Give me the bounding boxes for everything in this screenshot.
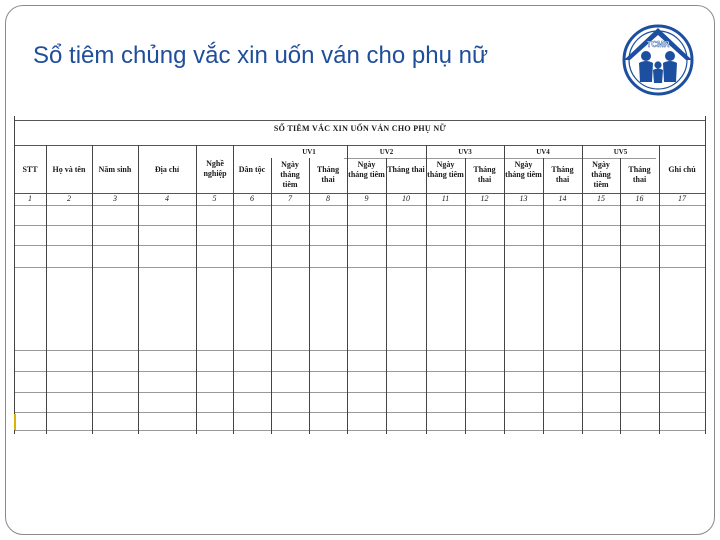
column-number: 7 — [288, 194, 292, 203]
column-number: 8 — [326, 194, 330, 203]
header-uv2-date: Ngày tháng tiêm — [348, 160, 385, 179]
column-number: 15 — [597, 194, 605, 203]
sheet-title: SỔ TIÊM VẮC XIN UỐN VÁN CHO PHỤ NỮ — [273, 124, 447, 133]
header-uv3-pregnancy: Tháng thai — [473, 165, 496, 184]
header-uv3-date: Ngày tháng tiêm — [427, 160, 464, 179]
column-number: 12 — [480, 194, 489, 203]
column-number: 5 — [212, 194, 217, 203]
column-number: 1 — [28, 194, 32, 203]
header-full-name: Họ và tên — [52, 165, 86, 174]
family-shield-logo-icon — [618, 20, 698, 98]
header-address: Địa chỉ — [154, 165, 180, 174]
slide-title: Sổ tiêm chủng vắc xin uốn ván cho phụ nữ — [33, 42, 489, 69]
header-uv5-date: Ngày tháng tiêm — [591, 160, 611, 189]
header-uv1-pregnancy: Tháng thai — [316, 165, 340, 184]
group-uv2: UV2 — [379, 148, 394, 156]
column-number: 3 — [113, 194, 117, 203]
header-occupation: Nghề nghiệp — [203, 159, 227, 178]
column-number: 11 — [441, 194, 450, 203]
column-number: 10 — [402, 194, 410, 203]
header-uv1-date: Ngày tháng tiêm — [280, 160, 300, 189]
selection-marker — [14, 414, 16, 430]
group-uv1: UV1 — [302, 148, 316, 156]
column-number: 17 — [678, 194, 686, 203]
group-uv5: UV5 — [613, 148, 628, 156]
header-stt: STT — [22, 165, 38, 174]
column-number: 9 — [364, 194, 369, 203]
header-uv2-pregnancy: Tháng thai — [387, 165, 425, 174]
column-number: 16 — [635, 194, 644, 203]
group-uv4: UV4 — [536, 148, 550, 156]
column-number: 6 — [250, 194, 254, 203]
group-uv3: UV3 — [458, 148, 472, 156]
header-birth-year: Năm sinh — [98, 165, 132, 174]
header-ethnicity: Dân tộc — [238, 165, 266, 174]
header-uv4-pregnancy: Tháng thai — [551, 165, 574, 184]
column-number: 13 — [519, 194, 528, 203]
column-number: 4 — [165, 194, 169, 203]
column-number: 2 — [67, 194, 71, 203]
header-uv4-date: Ngày tháng tiêm — [505, 160, 542, 179]
header-notes: Ghi chú — [668, 165, 696, 174]
logo-text: TCMR — [646, 40, 670, 49]
vaccination-register-sheet — [14, 116, 706, 434]
column-number: 14 — [558, 194, 567, 203]
header-uv5-pregnancy: Tháng thai — [628, 165, 651, 184]
